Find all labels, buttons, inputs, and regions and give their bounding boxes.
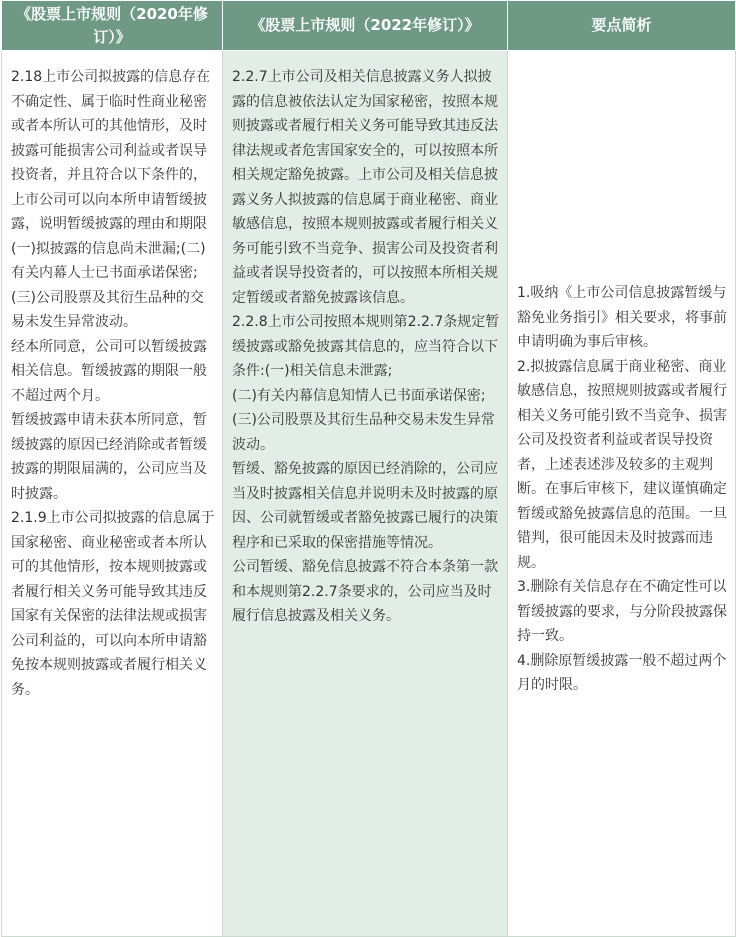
old-rule-paragraph: 2.1.9上市公司拟披露的信息属于国家秘密、商业秘密或者本所认可的其他情形，按本规则披露或者履行相关义务可能导致其违反国家有关保密的法律法规或损害公司利益的，可以向本所申请豁免按本规则披露或者履行相关义务。 bbox=[11, 510, 215, 698]
new-rule-paragraph: 暂缓、豁免披露的原因已经消除的，公司应当及时披露相关信息并说明未及时披露的原因、公司就暂缓或者豁免披露已履行的决策程序和已采取的保密措施等情况。 bbox=[232, 461, 498, 551]
header-row bbox=[2, 1, 736, 51]
header-key-points: 要点简析 bbox=[508, 1, 736, 51]
old-rule-paragraph: 暂缓披露申请未获本所同意，暂缓披露的原因已经消除或者暂缓披露的期限届满的，公司应当及时披露。 bbox=[11, 412, 207, 502]
old-rule-paragraph: 经本所同意，公司可以暂缓披露相关信息。暂缓披露的期限一般不超过两个月。 bbox=[11, 338, 207, 404]
key-point-item: 4.删除原暂缓披露一般不超过两个月的时限。 bbox=[517, 652, 727, 694]
old-rules-cell bbox=[2, 51, 223, 937]
old-rule-paragraph: 2.18上市公司拟披露的信息存在不确定性、属于临时性商业秘密或者本所认可的其他情形，及时披露可能损害公司利益或者误导投资者，并且符合以下条件的，上市公司可以向本所申请暂缓披露，说明暂缓披露的理由和期限(一)拟披露的信息尚未泄漏;(二)有关内幕人士已书面承诺保密; bbox=[11, 69, 211, 281]
new-rule-paragraph: (二)有关内幕信息知情人已书面承诺保密; bbox=[232, 387, 486, 404]
new-rules-cell bbox=[223, 51, 508, 937]
header-new-rules: 《股票上市规则（2022年修订）》 bbox=[223, 1, 508, 51]
content-row bbox=[2, 51, 736, 937]
new-rule-paragraph: 2.2.8上市公司按照本规则第2.2.7条规定暂缓披露或豁免披露其信息的，应当符合以下条件:(一)相关信息未泄露; bbox=[232, 314, 500, 379]
comparison-table bbox=[1, 0, 736, 937]
key-point-item: 2.拟披露信息属于商业秘密、商业敏感信息，按照规则披露或者履行相关义务可能引致不当竞争、损害公司及投资者利益或者误导投资者，上述表述涉及较多的主观判断。在事后审核下，建议谨慎确定暂缓或豁免披露信息的范围。一旦错判，很可能因未及时披露而违规。 bbox=[517, 358, 727, 571]
key-point-item: 3.删除有关信息存在不确定性可以暂缓披露的要求，与分阶段披露保持一致。 bbox=[517, 579, 727, 645]
header-old-rules: 《股票上市规则（2020年修订）》 bbox=[2, 1, 223, 51]
new-rule-paragraph: 公司暂缓、豁免信息披露不符合本条第一款和本规则第2.2.7条要求的，公司应当及时履行信息披露及相关义务。 bbox=[232, 559, 498, 624]
new-rule-paragraph: (三)公司股票及其衍生品种交易未发生异常波动。 bbox=[232, 412, 495, 453]
key-points-cell bbox=[508, 51, 736, 937]
key-point-item: 1.吸纳《上市公司信息披露暂缓与豁免业务指引》相关要求，将事前申请明确为事后审核。 bbox=[517, 285, 727, 351]
old-rule-paragraph: (三)公司股票及其衍生品种的交易未发生异常波动。 bbox=[11, 289, 204, 330]
new-rule-paragraph: 2.2.7上市公司及相关信息披露义务人拟披露的信息被依法认定为国家秘密，按照本规则披露或者履行相关义务可能导致其违反法律法规或者危害国家安全的，可以按照本所相关规定豁免披露。上市公司及相关信息披露义务人拟披露的信息属于商业秘密、商业敏感信息，按照本规则披露或者履行相关义务可能引致不当竞争、损害公司及投资者利益或者误导投资者的，可以按照本所相关规定暂缓或者豁免披露该信息。 bbox=[232, 69, 498, 306]
